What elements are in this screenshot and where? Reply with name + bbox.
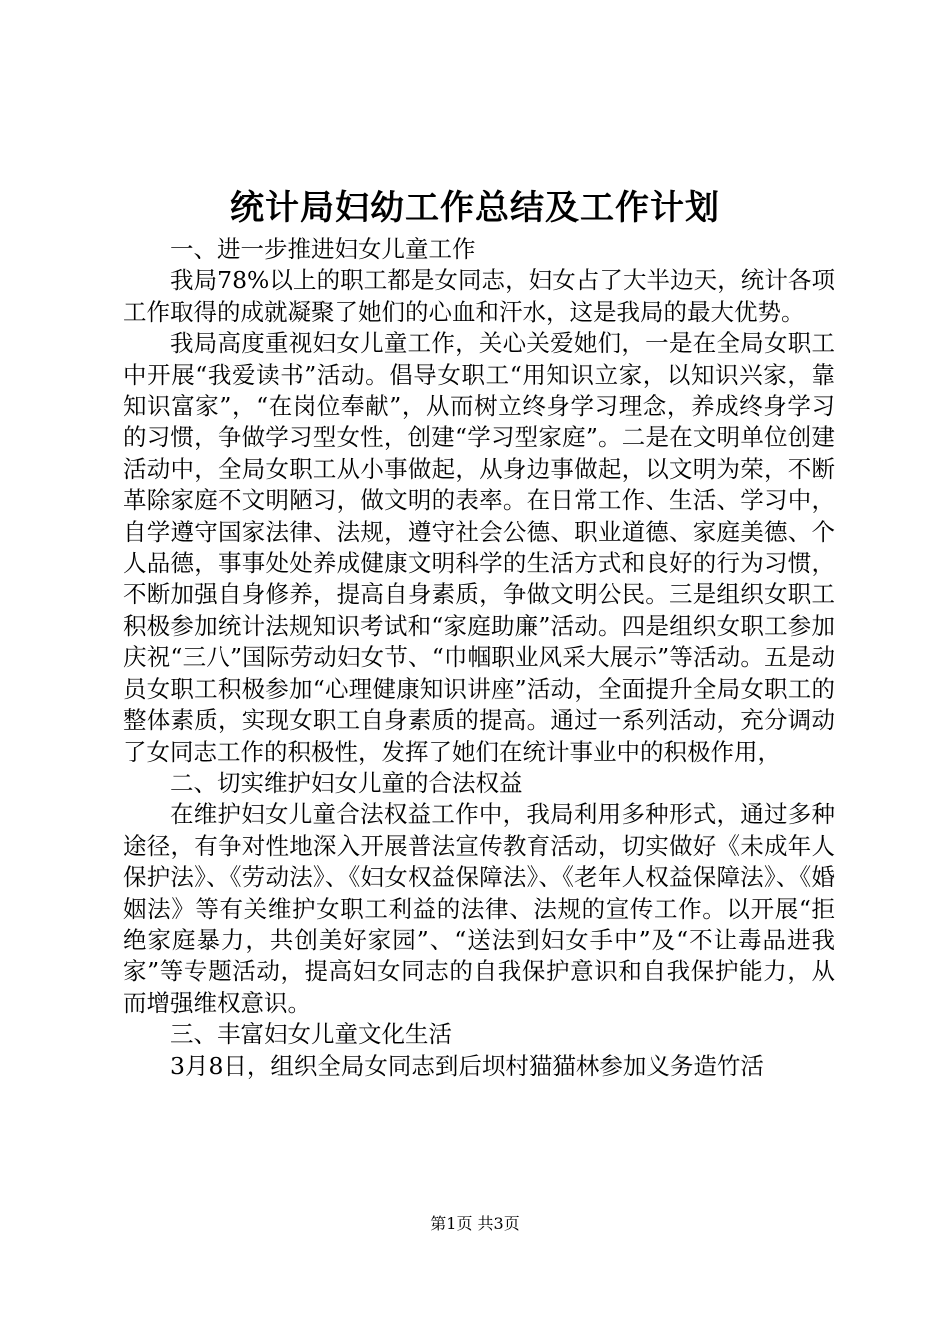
paragraph-2: 我局高度重视妇女儿童工作，关心关爱她们，一是在全局女职工中开展“我爱读书”活动。倡导女职工“用知识立家，以知识兴家，靠知识富家”，“在岗位奉献”，从而树立终身学习理念，养成终身学习的习惯，争做学习型女性，创建“学习型家庭”。二是在文明单位创建活动中，全局女职工从小事做起，从身边事做起，以文明为荣，不断革除家庭不文明陋习，做文明的表率。在日常工作、生活、学习中，自学遵守国家法律、法规，遵守社会公德、职业道德、家庭美德、个人品德，事事处处养成健康文明科学的生活方式和良好的行为习惯，不断加强自身修养，提高自身素质，争做文明公民。三是组织女职工积极参加统计法规知识考试和“家庭助廉”活动。四是组织女职工参加庆祝“三八”国际劳动妇女节、“巾帼职业风采大展示”等活动。五是动员女职工积极参加“心理健康知识讲座”活动，全面提升全局女职工的整体素质，实现女职工自身素质的提高。通过一系列活动，充分调动了女同志工作的积极性，发挥了她们在统计事业中的积极作用， [123,329,835,766]
paragraph-3: 在维护妇女儿童合法权益工作中，我局利用多种形式，通过多种途径，有争对性地深入开展普法宣传教育活动，切实做好《未成年人保护法》、《劳动法》、《妇女权益保障法》、《老年人权益保障法》、《婚姻法》等有关维护女职工利益的法律、法规的宣传工作。以开展“拒绝家庭暴力，共创美好家园”、“送法到妇女手中”及“不让毒品进我家”等专题活动，提高妇女同志的自我保护意识和自我保护能力，从而增强维权意识。 [123,800,835,1017]
paragraph-1: 我局78%以上的职工都是女同志，妇女占了大半边天，统计各项工作取得的成就凝聚了她们的心血和汗水，这是我局的最大优势。 [123,266,835,326]
document-body [123,234,835,1082]
page-number-footer: 第1页 共3页 [430,1214,520,1233]
paragraph-4: 3月8日，组织全局女同志到后坝村猫猫林参加义务造竹活 [170,1051,764,1080]
section-heading-1: 一、进一步推进妇女儿童工作 [170,235,476,263]
document-title: 统计局妇幼工作总结及工作计划 [230,188,720,228]
section-heading-3: 三、丰富妇女儿童文化生活 [170,1020,452,1049]
section-heading-2: 二、切实维护妇女儿童的合法权益 [170,768,523,797]
